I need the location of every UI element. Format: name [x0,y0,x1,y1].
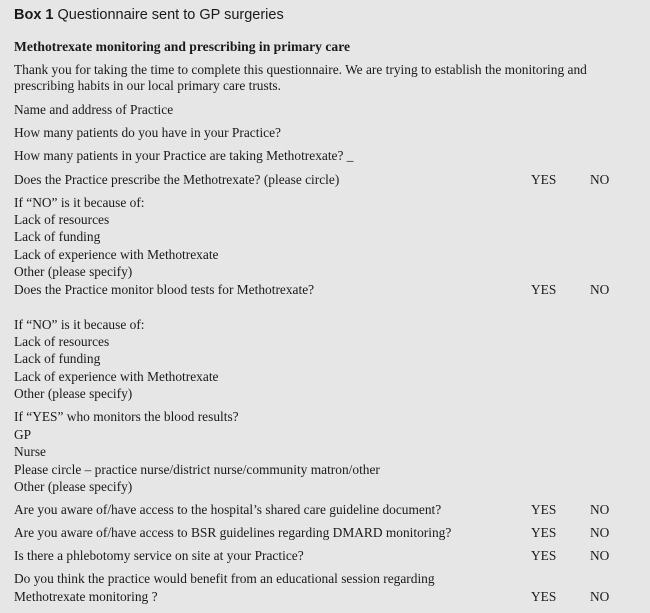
question-monitor-blood: Does the Practice monitor blood tests for Methotrexate? [14,282,315,297]
prescribe-reason-experience: Lack of experience with Methotrexate [14,247,219,262]
no-option: NO [590,502,610,517]
yes-option: YES [531,282,557,297]
no-option: NO [590,172,610,187]
box-title-text: Questionnaire sent to GP surgeries [57,7,284,23]
box-title [14,5,284,25]
intro-line-2: prescribing habits in our local primary care trusts. [14,78,281,93]
question-patient-count: How many patients do you have in your Practice? [14,125,281,140]
who-monitors-circle: Please circle – practice nurse/district nurse/community matron/other [14,462,380,477]
intro-line-1: Thank you for taking the time to complete this questionnaire. We are trying to establish the monitoring and [14,62,587,77]
question-phlebotomy: Is there a phlebotomy service on site at your Practice? [14,548,304,563]
monitor-reason-other: Other (please specify) [14,386,133,401]
monitor-reason-intro: If “NO” is it because of: [14,317,145,332]
who-monitors-gp: GP [14,427,32,442]
prescribe-reason-funding: Lack of funding [14,229,101,244]
monitor-reason-funding: Lack of funding [14,351,101,366]
no-option: NO [590,525,610,540]
prescribe-reason-intro: If “NO” is it because of: [14,195,145,210]
prescribe-reason-resources: Lack of resources [14,212,110,227]
no-option: NO [590,589,610,604]
yes-option: YES [531,548,557,563]
no-option: NO [590,282,610,297]
question-bsr-guidelines: Are you aware of/have access to BSR guidelines regarding DMARD monitoring? [14,525,452,540]
monitor-reason-resources: Lack of resources [14,334,110,349]
yes-option: YES [531,589,557,604]
prescribe-reason-other: Other (please specify) [14,264,133,279]
question-mtx-patient-count: How many patients in your Practice are taking Methotrexate? _ [14,148,354,163]
monitor-reason-experience: Lack of experience with Methotrexate [14,369,219,384]
yes-option: YES [531,502,557,517]
question-practice-name: Name and address of Practice [14,102,174,117]
no-option: NO [590,548,610,563]
questionnaire-heading: Methotrexate monitoring and prescribing in primary care [14,39,351,54]
box-label: Box 1 [14,7,54,23]
question-prescribe: Does the Practice prescribe the Methotrexate? (please circle) [14,172,340,187]
yes-option: YES [531,172,557,187]
question-education-line-1: Do you think the practice would benefit from an educational session regarding [14,571,435,586]
question-shared-care: Are you aware of/have access to the hospital’s shared care guideline document? [14,502,442,517]
who-monitors-nurse: Nurse [14,444,46,459]
yes-option: YES [531,525,557,540]
who-monitors-other: Other (please specify) [14,479,133,494]
question-education-line-2: Methotrexate monitoring ? [14,589,158,604]
who-monitors-intro: If “YES” who monitors the blood results? [14,409,239,424]
